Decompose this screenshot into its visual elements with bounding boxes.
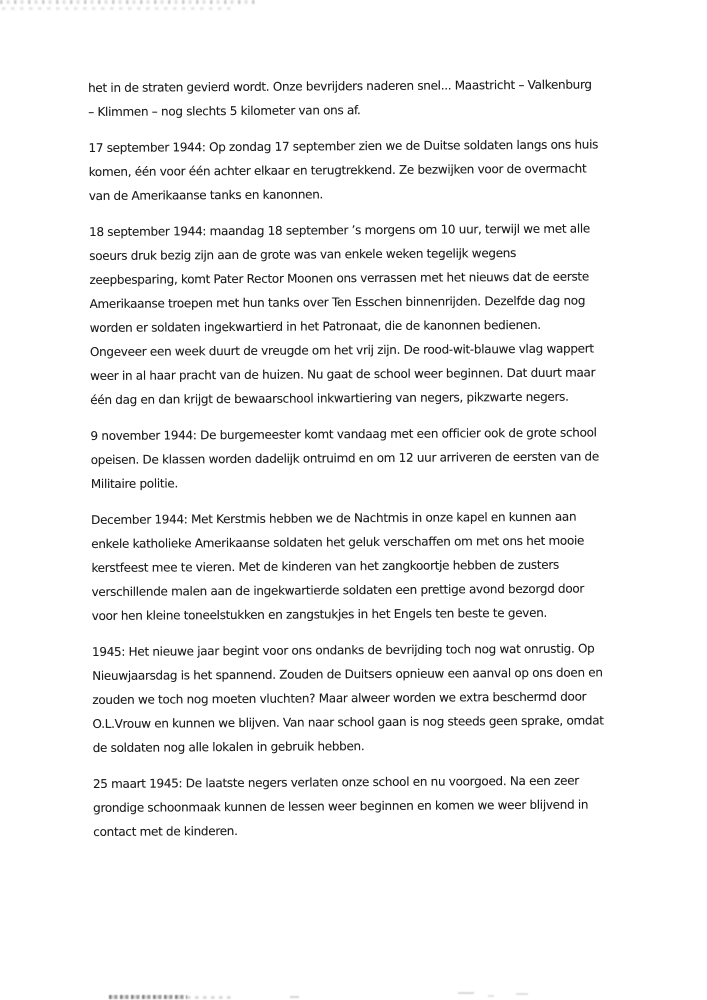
text-line: 18 september 1944: maandag 18 september ’s morgens om 10 uur, terwijl we met alle xyxy=(89,221,591,239)
paragraph xyxy=(93,768,678,844)
scan-artifact-bottom-middle xyxy=(290,996,299,998)
text-line: de soldaten nog alle lokalen in gebruik hebben. xyxy=(92,739,365,755)
paragraph xyxy=(88,72,673,124)
paragraph xyxy=(88,132,673,208)
text-line: grondige schoonmaak kunnen de lessen weer beginnen en komen we weer blijvend in xyxy=(93,797,589,815)
text-line: Nieuwjaarsdag is het spannend. Zouden de Duitsers opnieuw een aanval op ons doen en xyxy=(92,665,603,683)
document-text xyxy=(88,72,678,844)
text-line: Amerikaanse troepen met hun tanks over Ten Esschen binnenrijden. Dezelfde dag nog xyxy=(89,293,586,311)
text-line: weer in al haar pracht van de huizen. Nu gaat de school weer beginnen. Dat duurt maar xyxy=(90,365,596,383)
text-line: 25 maart 1945: De laatste negers verlaten onze school en nu voorgoed. Na een zeer xyxy=(92,773,579,791)
scan-artifact-top-edge xyxy=(0,0,258,4)
scan-artifact-bottom-left-faint xyxy=(187,996,235,999)
scan-artifact-bottom-right xyxy=(458,992,536,997)
text-line: van de Amerikaanse tanks en kanonnen. xyxy=(88,187,324,203)
paragraph xyxy=(92,636,678,760)
text-line: voor hen kleine toneelstukken en zangstukjes in het Engels ten beste te geven. xyxy=(91,605,548,623)
text-line: zouden we toch nog moeten vluchten? Maar alweer worden we extra beschermd door xyxy=(92,689,587,707)
text-line: December 1944: Met Kerstmis hebben we de Nachtmis in onze kapel en kunnen aan xyxy=(91,509,577,527)
text-line: O.L.Vrouw en kunnen we blijven. Van naar school gaan is nog steeds geen sprake, omdat xyxy=(92,713,604,731)
text-line: contact met de kinderen. xyxy=(93,823,238,839)
text-line: – Klimmen – nog slechts 5 kilometer van ons af. xyxy=(88,103,361,119)
scan-artifact-bottom-left xyxy=(109,995,187,999)
text-line: worden er soldaten ingekwartierd in het Patronaat, die de kanonnen bedienen. xyxy=(89,317,541,335)
paragraph xyxy=(91,504,677,628)
text-line: 9 november 1944: De burgemeester komt vandaag met een officier ook de grote school xyxy=(90,425,597,443)
text-line: Militaire politie. xyxy=(90,476,178,491)
text-line: 1945: Het nieuwe jaar begint voor ons ondanks de bevrijding toch nog wat onrustig. Op xyxy=(91,641,595,659)
text-line: enkele katholieke Amerikaanse soldaten het geluk verschaffen om met ons het mooie xyxy=(91,533,585,551)
text-line: één dag en dan krijgt de bewaarschool inkwartiering van negers, pikzwarte negers. xyxy=(90,389,569,407)
text-line: 17 september 1944: Op zondag 17 september zien we de Duitse soldaten langs ons huis xyxy=(88,137,599,155)
paragraph xyxy=(90,420,675,496)
text-line: het in de straten gevierd wordt. Onze bevrijders naderen snel... Maastricht – Valkenburg xyxy=(88,77,592,95)
text-line: opeisen. De klassen worden dadelijk ontruimd en om 12 uur arriveren de eersten van de xyxy=(90,449,599,467)
text-line: kerstfeest mee te vieren. Met de kinderen van het zangkoortje hebben de zusters xyxy=(91,557,559,575)
text-line: soeurs druk bezig zijn aan de grote was van enkele weken tegelijk wegens xyxy=(89,246,517,263)
scan-artifact-top-edge-secondary xyxy=(2,7,234,10)
text-line: verschillende malen aan de ingekwartierde soldaten een prettige avond bezorgd door xyxy=(91,581,585,599)
text-line: Ongeveer een week duurt de vreugde om het vrij zijn. De rood-wit-blauwe vlag wappert xyxy=(89,341,594,359)
paragraph xyxy=(89,216,675,412)
text-line: komen, één voor één achter elkaar en terugtrekkend. Ze bezwijken voor de overmacht xyxy=(88,161,587,179)
text-line: zeepbesparing, komt Pater Rector Moonen ons verrassen met het nieuws dat de eerste xyxy=(89,269,589,287)
